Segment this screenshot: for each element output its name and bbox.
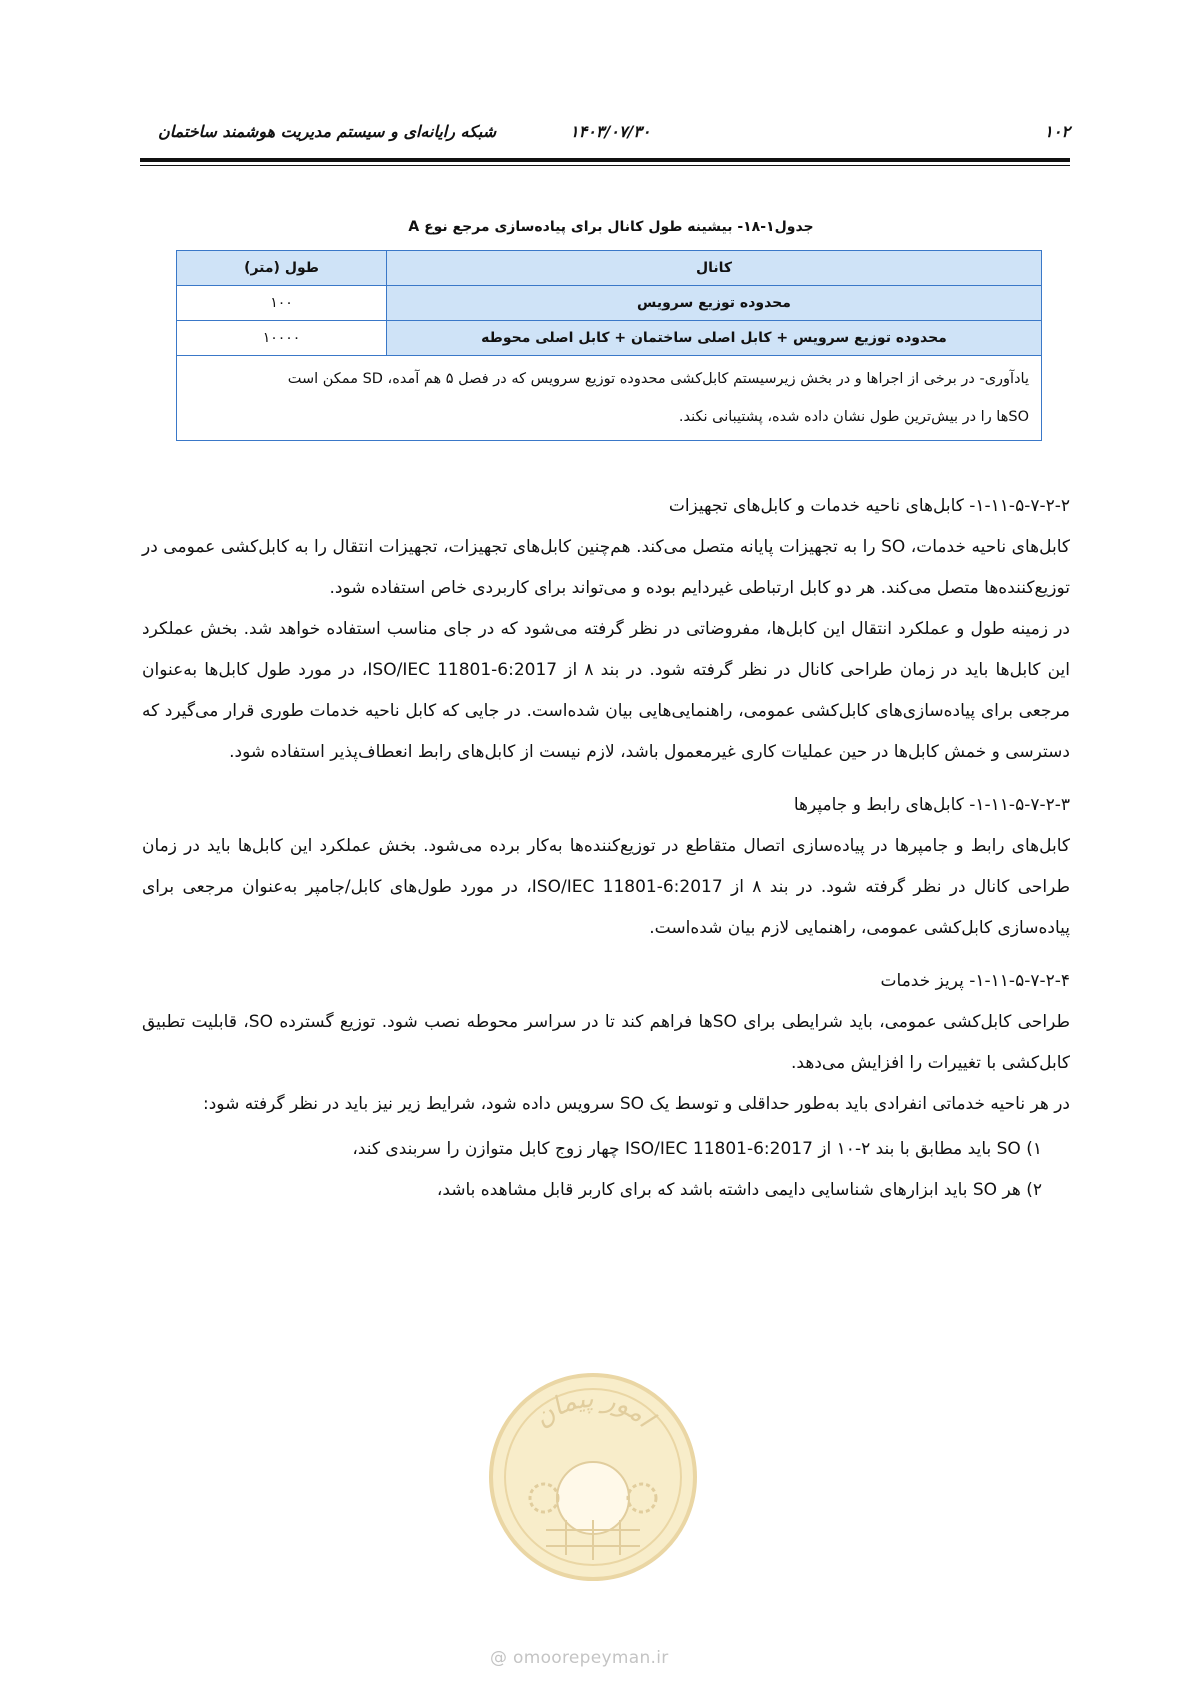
header-rule-thick bbox=[140, 158, 1070, 162]
header-channel: کانال bbox=[387, 251, 1042, 286]
section-heading-service-cables: ۱-۱۱-۵-۷-۲-۲- کابل‌های ناحیه خدمات و کابل‌های تجهیزات bbox=[668, 496, 1070, 516]
page-header bbox=[140, 118, 1070, 148]
table-caption: جدول۱-۱۸- بیشینه طول کانال برای پیاده‌سازی مرجع نوع A bbox=[408, 219, 814, 235]
section-heading-service-outlet: ۱-۱۱-۵-۷-۲-۴- پریز خدمات bbox=[880, 971, 1070, 991]
book-title: شبکه رایانه‌ای و سیستم مدیریت هوشمند ساختمان bbox=[158, 122, 497, 141]
seal-text: امور پیمان bbox=[527, 1383, 660, 1434]
table-row bbox=[177, 286, 1042, 321]
paragraph: کابل‌های رابط و جامپرها در پیاده‌سازی اتصال متقاطع در توزیع‌کننده‌ها به‌کار برده می‌شود. بخش عملکرد این کابل‌ها باید در زمان طراحی کانال در نظر گرفته شود. در بند ۸ از ISO/IEC 11801-6:2017، در مورد طول‌های کابل/جامپر به‌عنوان مرجعی برای پیاده‌سازی کابل‌کشی عمومی، راهنمایی لازم بیان شده‌است. bbox=[142, 836, 1071, 938]
header-length: طول (متر) bbox=[177, 251, 387, 286]
list-item: ۲) هر SO باید ابزارهای شناسایی دایمی داشته باشد که برای کاربر قابل مشاهده باشد، bbox=[436, 1180, 1042, 1200]
note-line-1: یادآوری- در برخی از اجراها و در بخش زیرسیستم کابل‌کشی محدوده توزیع سرویس که در فصل ۵ هم آمده، SD ممکن است bbox=[287, 371, 1029, 387]
channel-cell: محدوده توزیع سرویس + کابل اصلی ساختمان + کابل اصلی محوطه bbox=[387, 321, 1042, 356]
table-note bbox=[177, 356, 1042, 441]
header-date: ۱۴۰۳/۰۷/۳۰ bbox=[570, 122, 651, 141]
requirements-list bbox=[142, 1129, 1042, 1211]
length-cell: ۱۰۰۰۰ bbox=[177, 321, 387, 356]
paragraph: در هر ناحیه خدماتی انفرادی باید به‌طور حداقلی و توسط یک SO سرویس داده شود، شرایط زیر نیز باید در نظر گرفته شود: bbox=[202, 1094, 1070, 1114]
watermark-site: @ omoorepeyman.ir bbox=[490, 1648, 669, 1668]
list-item: ۱) SO باید مطابق با بند ۲-۱۰ از ISO/IEC 11801-6:2017 چهار زوج کابل متوازن را سربندی کند، bbox=[352, 1139, 1042, 1159]
header-rule-thin bbox=[140, 165, 1070, 166]
watermark-seal bbox=[486, 1370, 700, 1584]
length-cell: ۱۰۰ bbox=[177, 286, 387, 321]
page-number: ۱۰۲ bbox=[1044, 122, 1070, 141]
paragraph: در زمینه طول و عملکرد انتقال این کابل‌ها، مفروضاتی در نظر گرفته می‌شود که در جای مناسب استفاده خواهد شد. بخش عملکرد این کابل‌ها باید در زمان طراحی کانال در نظر گرفته شود. در بند ۸ از ISO/IEC 11801-6:2017، در مورد طول کابل‌ها به‌عنوان مرجعی برای پیاده‌سازی‌های کابل‌کشی عمومی، راهنمایی‌هایی بیان شده‌است. در جایی که کابل ناحیه خدمات طوری قرار می‌گیرد که دسترسی و خمش کابل‌ها در حین عملیات کاری غیرمعمول باشد، لازم نیست از کابل‌های رابط انعطاف‌پذیر استفاده شود. bbox=[142, 619, 1071, 762]
table-row bbox=[177, 321, 1042, 356]
paragraph: کابل‌های ناحیه خدمات، SO را به تجهیزات پایانه متصل می‌کند. هم‌چنین کابل‌های تجهیزات، تجهیزات انتقال را به کابل‌کشی عمومی در توزیع‌کننده‌ها متصل می‌کند. هر دو کابل ارتباطی غیردایم بوده و می‌تواند برای کاربردی خاص استفاده شود. bbox=[142, 537, 1070, 598]
channel-length-table bbox=[176, 250, 1042, 441]
table-note-row bbox=[177, 356, 1042, 441]
body-text bbox=[142, 486, 1070, 1211]
channel-cell: محدوده توزیع سرویس bbox=[387, 286, 1042, 321]
note-line-2: SOها را در بیش‌ترین طول نشان داده شده، پشتیبانی نکند. bbox=[678, 409, 1029, 425]
section-heading-patch-cords: ۱-۱۱-۵-۷-۲-۳- کابل‌های رابط و جامپرها bbox=[793, 795, 1070, 815]
paragraph: طراحی کابل‌کشی عمومی، باید شرایطی برای SOها فراهم کند تا در سراسر محوطه نصب شود. توزیع گسترده SO، قابلیت تطبیق کابل‌کشی با تغییرات را افزایش می‌دهد. bbox=[142, 1012, 1070, 1073]
table-header-row bbox=[177, 251, 1042, 286]
